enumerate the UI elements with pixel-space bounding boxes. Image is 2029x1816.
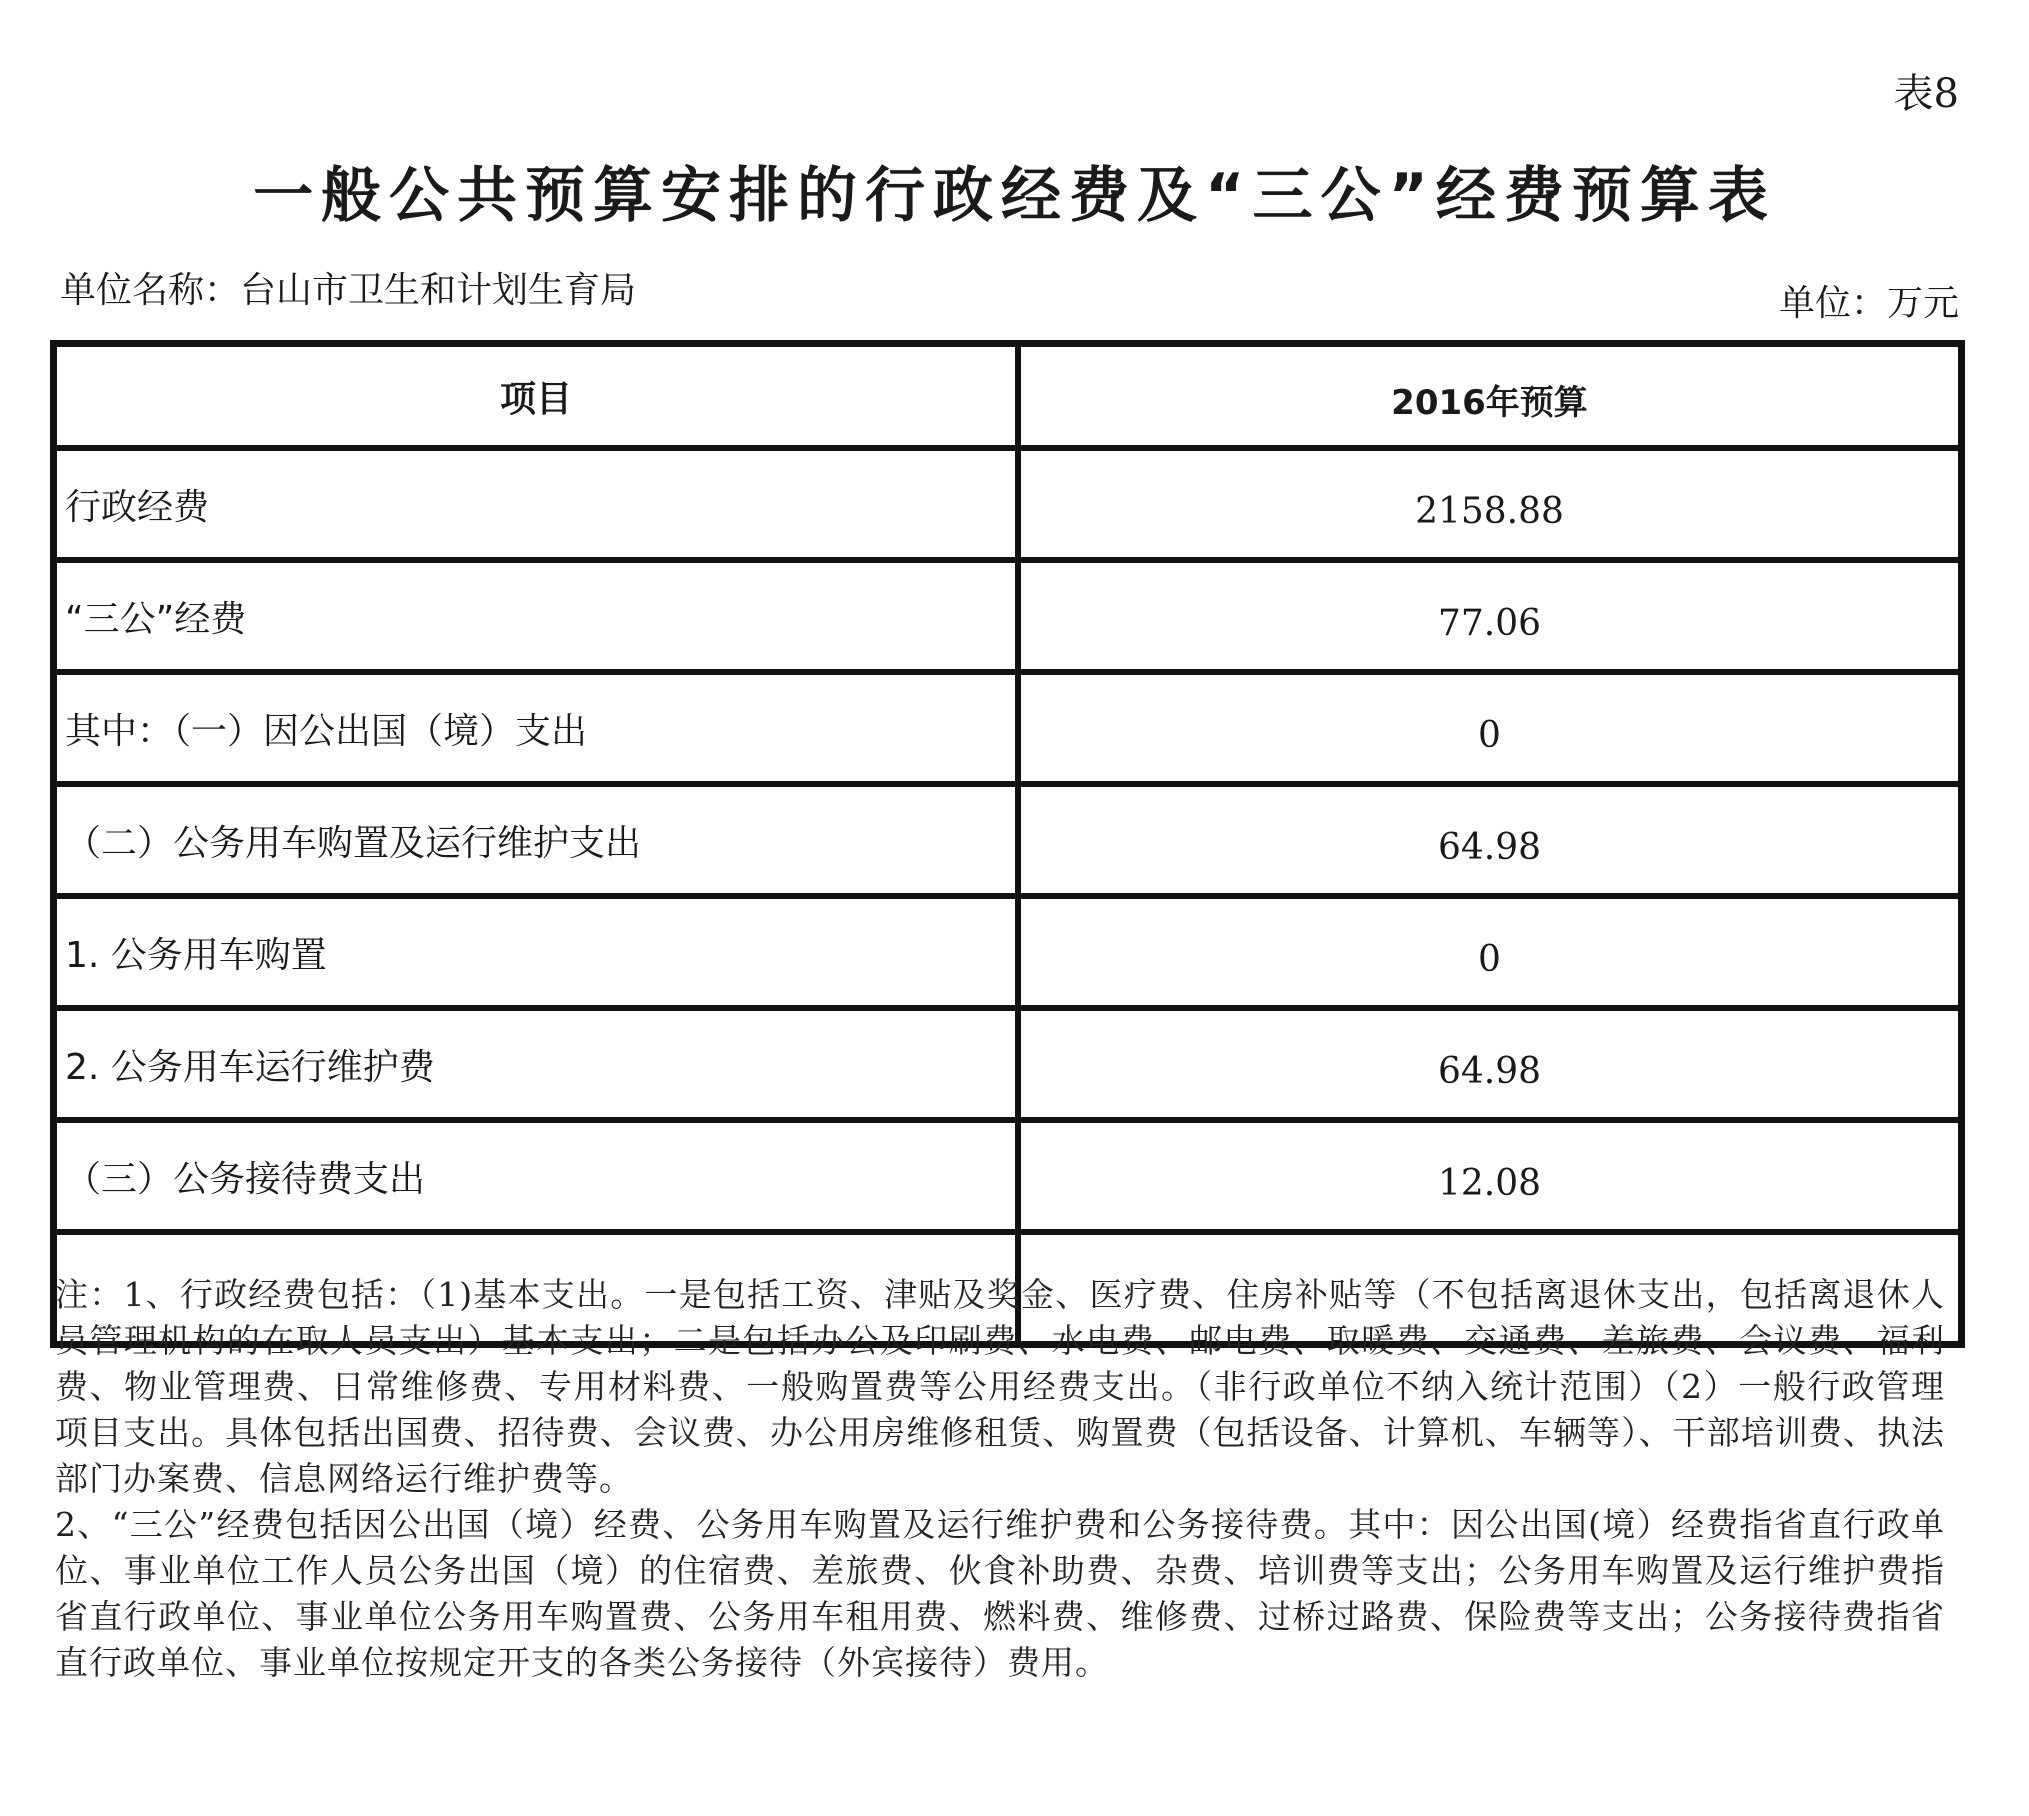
table-row xyxy=(54,1008,1962,1120)
row-amount: 77.06 xyxy=(1018,560,1962,672)
page-title: 一般公共预算安排的行政经费及“三公”经费预算表 xyxy=(253,161,1776,231)
table-row xyxy=(54,448,1962,560)
table-row xyxy=(54,560,1962,672)
column-header-budget: 2016年预算 xyxy=(1018,344,1962,449)
footnote-2: 2、“三公”经费包括因公出国（境）经费、公务用车购置及运行维护费和公务接待费。其中：因公出国(境）经费指省直行政单位、事业单位工作人员公务出国（境）的住宿费、差旅费、伙食补助费、杂费、培训费等支出；公务用车购置及运行维护费指省直行政单位、事业单位公务用车购置费、公务用车租用费、燃料费、维修费、过桥过路费、保险费等支出；公务接待费指省直行政单位、事业单位按规定开支的各类公务接待（外宾接待）费用。 xyxy=(55,1505,1945,1682)
row-amount: 0 xyxy=(1018,672,1962,784)
footnote-1: 注：1、行政经费包括：（1)基本支出。一是包括工资、津贴及奖金、医疗费、住房补贴等（不包括离退休支出，包括离退休人员管理机构的在取人员支出）基本支出；二是包括办公及印刷费、水电费、邮电费、取暖费、交通费、差旅费、会议费、福利费、物业管理费、日常维修费、专用材料费、一般购置费等公用经费支出。（非行政单位不纳入统计范围）（2）一般行政管理项目支出。具体包括出国费、招待费、会议费、办公用房维修租赁、购置费（包括设备、计算机、车辆等）、干部培训费、执法部门办案费、信息网络运行维护费等。 xyxy=(55,1275,1945,1498)
row-item: 行政经费 xyxy=(54,448,1019,560)
table-row xyxy=(54,1120,1962,1232)
table-row xyxy=(54,896,1962,1008)
unit-name-label: 单位名称：台山市卫生和计划生育局 xyxy=(60,270,637,311)
unit-label: 单位：万元 xyxy=(1778,283,1959,324)
row-amount: 64.98 xyxy=(1018,1008,1962,1120)
row-item: 1. 公务用车购置 xyxy=(54,896,1019,1008)
row-amount: 12.08 xyxy=(1018,1120,1962,1232)
footnotes xyxy=(55,1272,1945,1686)
budget-table xyxy=(50,340,1965,1348)
table-number: 表8 xyxy=(1893,71,1959,117)
row-amount: 0 xyxy=(1018,896,1962,1008)
row-item: “三公”经费 xyxy=(54,560,1019,672)
row-amount: 64.98 xyxy=(1018,784,1962,896)
row-item: （三）公务接待费支出 xyxy=(54,1120,1019,1232)
row-item: 其中：（一）因公出国（境）支出 xyxy=(54,672,1019,784)
row-item: （二）公务用车购置及运行维护支出 xyxy=(54,784,1019,896)
table-row xyxy=(54,784,1962,896)
table-row xyxy=(54,672,1962,784)
table-header-row xyxy=(54,344,1962,449)
row-amount: 2158.88 xyxy=(1018,448,1962,560)
column-header-item: 项目 xyxy=(54,344,1019,449)
row-item: 2. 公务用车运行维护费 xyxy=(54,1008,1019,1120)
